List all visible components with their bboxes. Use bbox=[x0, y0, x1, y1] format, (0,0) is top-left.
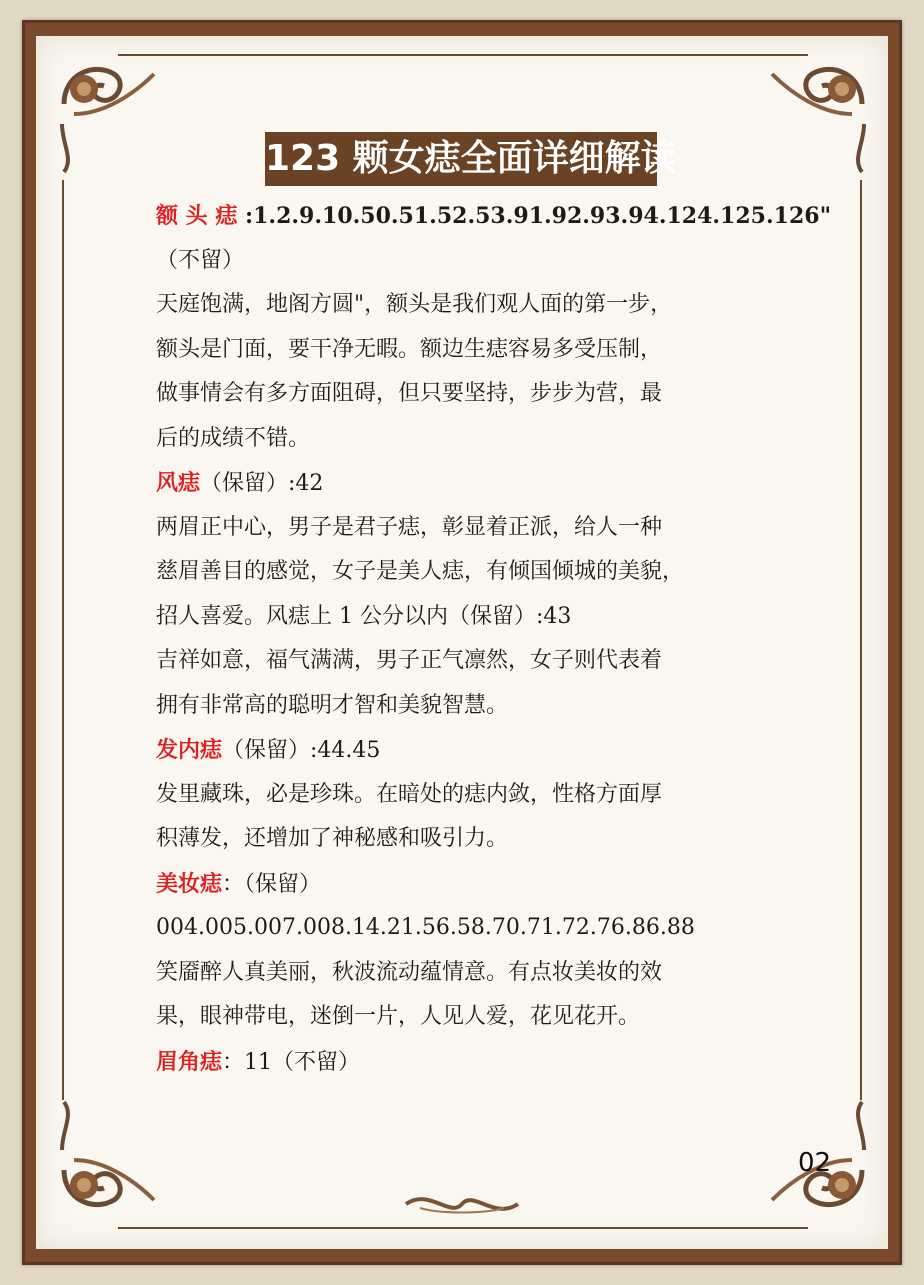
heading-extra: ：11（不留） bbox=[222, 1049, 361, 1075]
text-line: 招人喜爱。风痣上 1 公分以内（保留）:43 bbox=[156, 603, 572, 629]
text-line: 笑靥醉人真美丽，秋波流动蕴情意。有点妆美妆的效 bbox=[156, 959, 663, 985]
heading-extra: :1.2.9.10.50.51.52.53.91.92.93.94.124.125.126" bbox=[237, 203, 832, 229]
page-title: 123 颗女痣全面详细解读 bbox=[265, 132, 657, 186]
text-line: （不留） bbox=[156, 247, 245, 273]
section-heading-beauty bbox=[156, 862, 776, 907]
text-line: 做事情会有多方面阻碍，但只要坚持，步步为营，最 bbox=[156, 381, 663, 406]
heading-extra: （保留）:42 bbox=[200, 471, 324, 496]
heading-extra: ：（保留） bbox=[222, 871, 322, 897]
corner-ornament-top-left-icon bbox=[44, 44, 174, 174]
text-line: 果，眼神带电，迷倒一片，人见人爱，花见花开。 bbox=[156, 1004, 641, 1029]
text-line: 额头是门面，要干净无暇。额边生痣容易多受压制， bbox=[156, 336, 663, 362]
text-line: 两眉正中心，男子是君子痣，彰显着正派，给人一种 bbox=[156, 514, 663, 540]
heading-label: 风痣 bbox=[156, 470, 201, 496]
text-line: 发里藏珠，必是珍珠。在暗处的痣内敛，性格方面厚 bbox=[156, 781, 663, 807]
bottom-flourish-icon bbox=[400, 1184, 524, 1224]
section-heading-forehead bbox=[156, 194, 832, 239]
heading-label: 美妆痣 bbox=[156, 870, 223, 897]
text-line: 后的成绩不错。 bbox=[156, 425, 311, 451]
page-number: 02 bbox=[798, 1148, 832, 1178]
section-heading-brow-corner bbox=[156, 1040, 776, 1085]
heading-label: 发内痣 bbox=[156, 737, 223, 763]
text-line: 拥有非常高的聪明才智和美貌智慧。 bbox=[156, 692, 509, 718]
text-line: 吉祥如意，福气满满，男子正气凛然，女子则代表着 bbox=[156, 648, 663, 673]
text-line: 慈眉善目的感觉，女子是美人痣，有倾国倾城的美貌， bbox=[156, 559, 685, 584]
top-rule bbox=[118, 54, 808, 56]
section-heading-feng bbox=[156, 461, 776, 506]
section-heading-hairline bbox=[156, 728, 776, 773]
corner-ornament-top-right-icon bbox=[752, 44, 882, 174]
text-line: 积薄发，还增加了神秘感和吸引力。 bbox=[156, 826, 509, 851]
text-line: 天庭饱满，地阁方圆"，额头是我们观人面的第一步， bbox=[156, 292, 673, 317]
heading-label: 额 头 痣 bbox=[156, 203, 238, 229]
right-rule bbox=[860, 180, 862, 1100]
left-rule bbox=[62, 180, 64, 1100]
text-line: 004.005.007.008.14.21.56.58.70.71.72.76.86.88 bbox=[156, 915, 695, 940]
corner-ornament-bottom-left-icon bbox=[44, 1100, 174, 1230]
article-body bbox=[156, 194, 832, 1084]
heading-extra: （保留）:44.45 bbox=[222, 738, 381, 763]
heading-label: 眉角痣 bbox=[156, 1048, 223, 1075]
bottom-rule bbox=[118, 1227, 808, 1229]
